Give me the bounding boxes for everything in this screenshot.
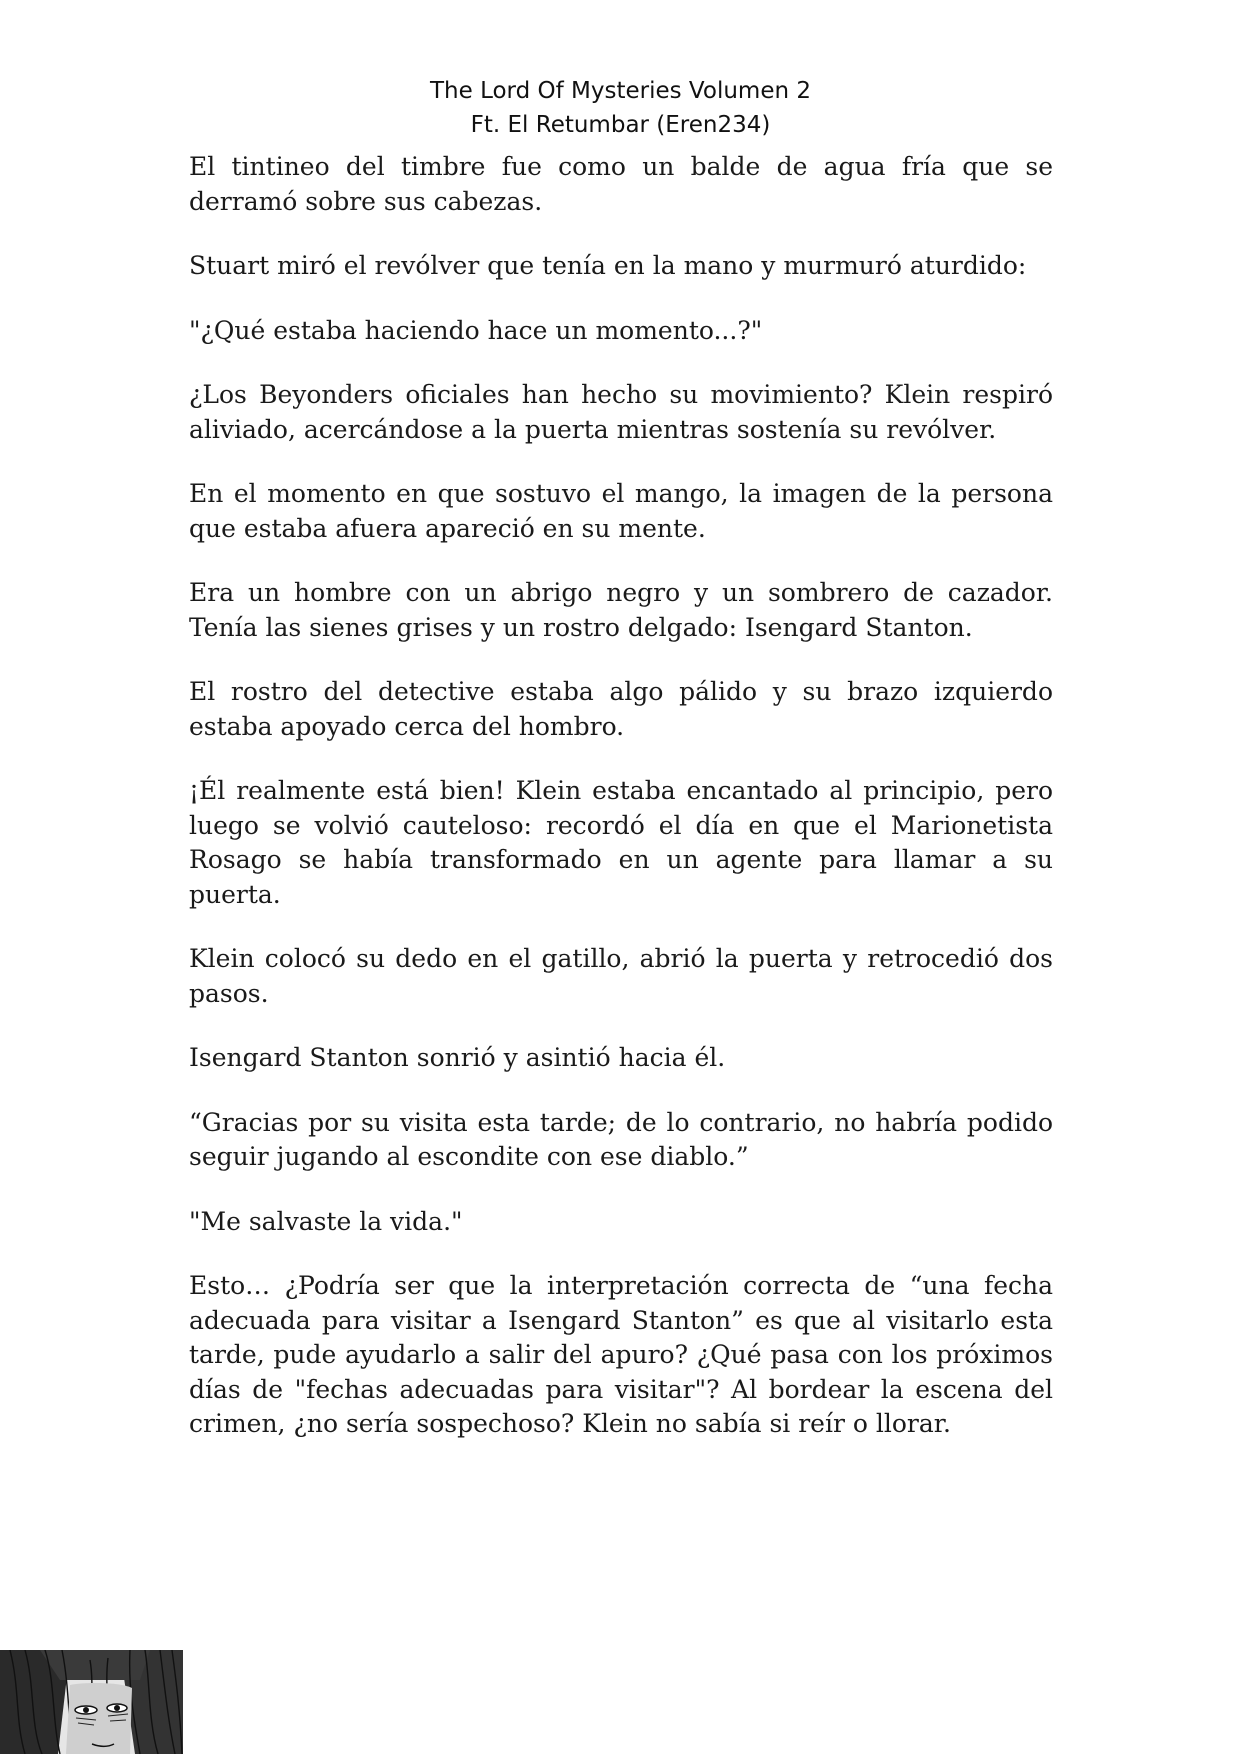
paragraph: ¡Él realmente está bien! Klein estaba encantado al principio, pero luego se volvió cauteloso: recordó el día en que el Marionetista Rosago se había transformado en un agente para llamar a su puerta. bbox=[189, 776, 1053, 909]
paragraph: El rostro del detective estaba algo pálido y su brazo izquierdo estaba apoyado cerca del hombro. bbox=[189, 677, 1053, 741]
paragraph: "Me salvaste la vida." bbox=[189, 1206, 463, 1236]
paragraph: Klein colocó su dedo en el gatillo, abrió la puerta y retrocedió dos pasos. bbox=[189, 944, 1053, 1008]
paragraph: Stuart miró el revólver que tenía en la mano y murmuró aturdido: bbox=[189, 251, 1027, 280]
manga-portrait-image bbox=[0, 1650, 183, 1754]
paragraph: Isengard Stanton sonrió y asintió hacia él. bbox=[189, 1043, 726, 1072]
paragraph: ¿Los Beyonders oficiales han hecho su movimiento? Klein respiró aliviado, acercándose a la puerta mientras sostenía su revólver. bbox=[189, 380, 1053, 444]
document-header bbox=[0, 74, 1241, 142]
header-subtitle: Ft. El Retumbar (Eren234) bbox=[470, 112, 771, 138]
paragraph: El tintineo del timbre fue como un balde de agua fría que se derramó sobre sus cabezas. bbox=[189, 152, 1053, 216]
paragraph: Era un hombre con un abrigo negro y un sombrero de cazador. Tenía las sienes grises y un rostro delgado: Isengard Stanton. bbox=[189, 578, 1053, 642]
body-text bbox=[189, 150, 1053, 1472]
paragraph: “Gracias por su visita esta tarde; de lo contrario, no habría podido seguir jugando al escondite con ese diablo.” bbox=[189, 1107, 1053, 1171]
header-title: The Lord Of Mysteries Volumen 2 bbox=[429, 78, 811, 104]
paragraph: En el momento en que sostuvo el mango, la imagen de la persona que estaba afuera apareció en su mente. bbox=[189, 479, 1053, 543]
paragraph: "¿Qué estaba haciendo hace un momento...?" bbox=[189, 315, 763, 345]
paragraph: Esto… ¿Podría ser que la interpretación correcta de “una fecha adecuada para visitar a Isengard Stanton” es que al visitarlo esta tarde, pude ayudarlo a salir del apuro? ¿Qué pasa con los próximos días de "fechas adecuadas para visitar"? Al bordear la escena del crimen, ¿no sería sospechoso? Klein no sabía si reír o llorar. bbox=[189, 1271, 1053, 1438]
